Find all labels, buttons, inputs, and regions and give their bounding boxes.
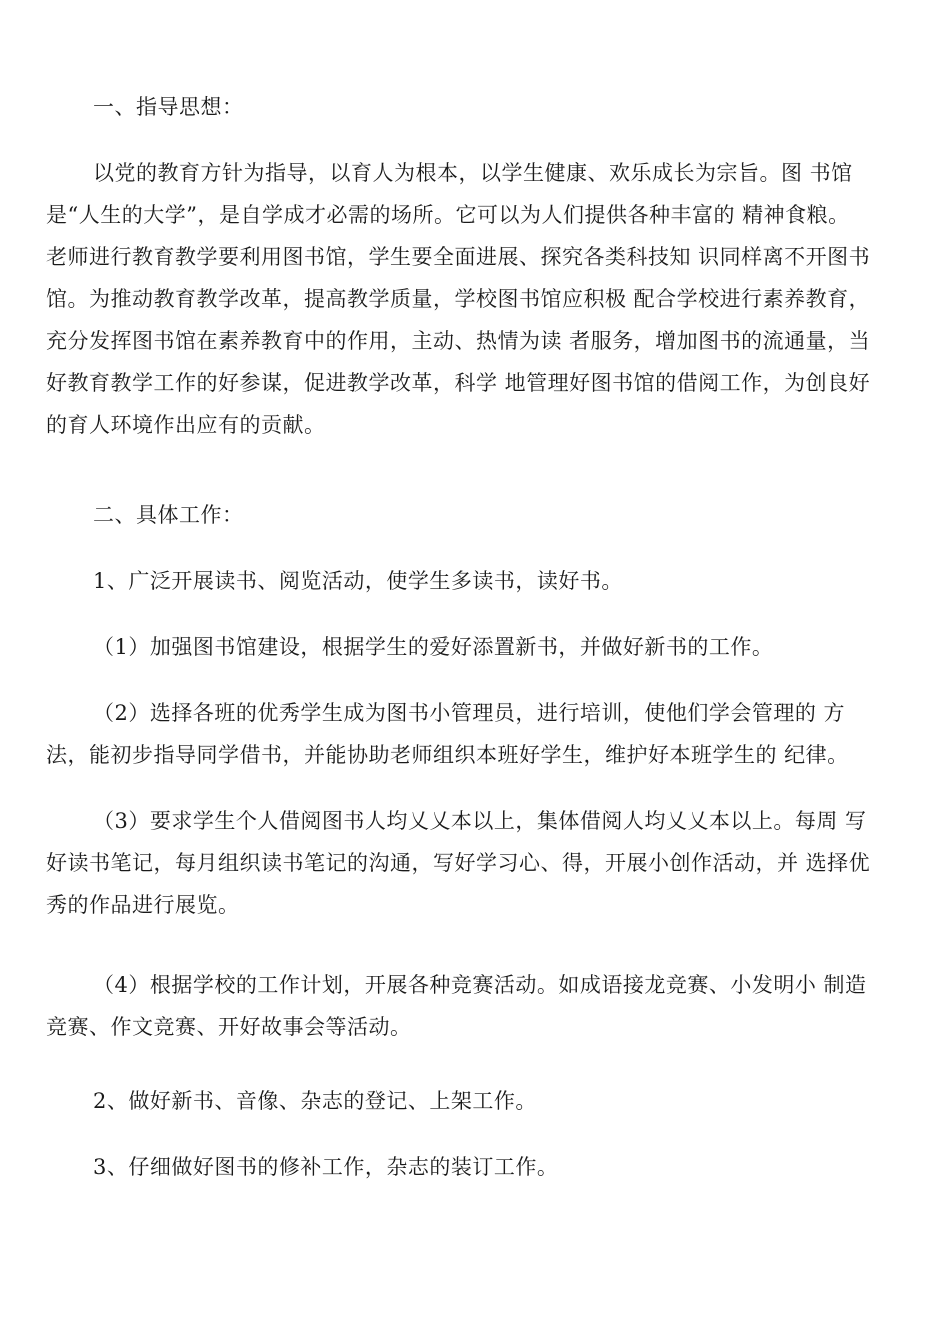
section2-heading: [46, 494, 916, 536]
sub-item-line: 法，能初步指导同学借书，并能协助老师组织本班好学生，维护好本班学生的 纪律。: [46, 743, 849, 767]
heading-text: 一、指导思想：: [93, 95, 244, 119]
sub-item-line: （4）根据学校的工作计划，开展各种竞赛活动。如成语接龙竞赛、小发明小 制造: [93, 973, 867, 997]
item-3: [46, 1146, 916, 1188]
paragraph-line: 好教育教学工作的好参谋，促进教学改革，科学 地管理好图书馆的借阅工作，为创良好: [46, 371, 871, 395]
item-text: 3、仔细做好图书的修补工作，杂志的装订工作。: [93, 1155, 559, 1179]
sub-item-4: [46, 964, 916, 1048]
item-1: [46, 560, 916, 602]
item-2: [46, 1080, 916, 1122]
sub-item-3: [46, 800, 916, 926]
section1-paragraph: [46, 152, 916, 446]
sub-item-1: [46, 626, 916, 668]
heading-text: 二、具体工作：: [93, 503, 244, 527]
sub-item-line: 竞赛、作文竞赛、开好故事会等活动。: [46, 1015, 412, 1039]
sub-item-2: [46, 692, 916, 776]
paragraph-line: 馆。为推动教育教学改革，提高教学质量，学校图书馆应积极 配合学校进行素养教育，: [46, 287, 871, 311]
paragraph-line: 以党的教育方针为指导，以育人为根本，以学生健康、欢乐成长为宗旨。图 书馆: [93, 161, 853, 185]
paragraph-line: 的育人环境作出应有的贡献。: [46, 413, 326, 437]
paragraph-line: 是“人生的大学”，是自学成才必需的场所。它可以为人们提供各种丰富的 精神食粮。: [46, 203, 850, 227]
paragraph-line: 充分发挥图书馆在素养教育中的作用，主动、热情为读 者服务，增加图书的流通量，当: [46, 329, 871, 353]
item-text: 1、广泛开展读书、阅览活动，使学生多读书，读好书。: [93, 569, 623, 593]
sub-item-line: （2）选择各班的优秀学生成为图书小管理员，进行培训，使他们学会管理的 方: [93, 701, 846, 725]
sub-item-text: （1）加强图书馆建设，根据学生的爱好添置新书，并做好新书的工作。: [93, 635, 774, 659]
item-text: 2、做好新书、音像、杂志的登记、上架工作。: [93, 1089, 537, 1113]
sub-item-line: 好读书笔记，每月组织读书笔记的沟通，写好学习心、得，开展小创作活动，并 选择优: [46, 851, 871, 875]
paragraph-line: 老师进行教育教学要利用图书馆，学生要全面进展、探究各类科技知 识同样离不开图书: [46, 245, 871, 269]
sub-item-line: 秀的作品进行展览。: [46, 893, 240, 917]
section1-heading: [46, 86, 916, 128]
sub-item-line: （3）要求学生个人借阅图书人均乂乂本以上，集体借阅人均乂乂本以上。每周 写: [93, 809, 867, 833]
